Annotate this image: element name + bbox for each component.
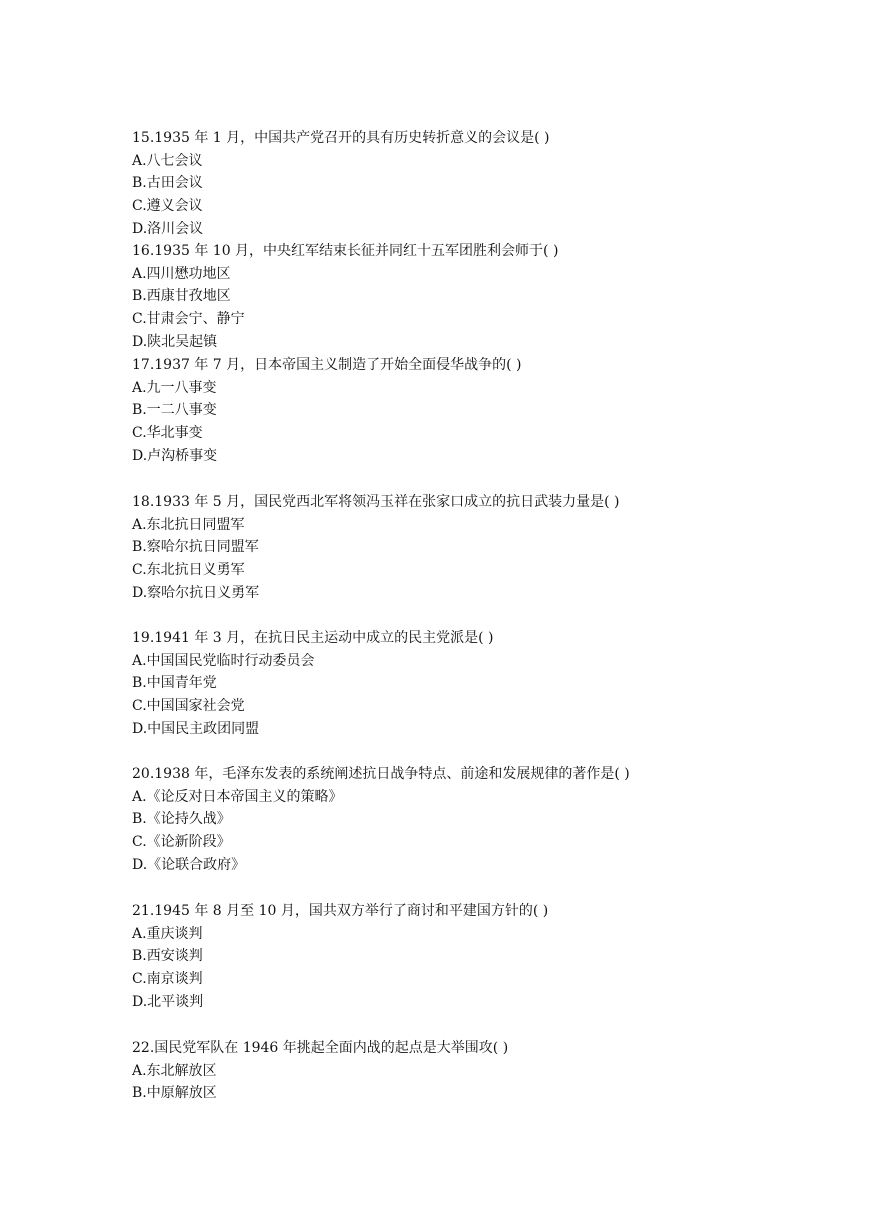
option-d: D.洛川会议: [132, 220, 204, 237]
question-18: [132, 491, 832, 604]
question-stem: 18.1933 年 5 月，国民党西北军将领冯玉祥在张家口成立的抗日武装力量是( ): [132, 494, 620, 510]
option-b: B.察哈尔抗日同盟军: [132, 539, 259, 556]
option-a: A.东北抗日同盟军: [132, 516, 245, 533]
option-d: D.北平谈判: [132, 993, 204, 1010]
question-stem: 20.1938 年，毛泽东发表的系统阐述抗日战争特点、前途和发展规律的著作是( ): [132, 766, 630, 782]
option-d: D.《论联合政府》: [132, 856, 246, 873]
option-a: A.中国国民党临时行动委员会: [132, 652, 315, 669]
option-a: A.《论反对日本帝国主义的策略》: [132, 788, 343, 805]
option-a: A.九一八事变: [132, 379, 217, 396]
option-c: C.南京谈判: [132, 971, 203, 988]
option-b: B.一二八事变: [132, 402, 217, 419]
question-stem: 15.1935 年 1 月，中国共产党召开的具有历史转折意义的会议是( ): [132, 130, 550, 146]
option-b: B.古田会议: [132, 175, 203, 192]
option-b: B.中国青年党: [132, 675, 217, 692]
question-22: [132, 1037, 832, 1105]
option-d: D.中国民主政团同盟: [132, 720, 260, 737]
question-20: [132, 763, 832, 876]
question-21: [132, 900, 832, 1013]
option-c: C.东北抗日义勇军: [132, 562, 245, 579]
option-d: D.察哈尔抗日义勇军: [132, 584, 260, 601]
option-a: A.重庆谈判: [132, 925, 203, 942]
option-b: B.《论持久战》: [132, 811, 231, 828]
option-c: C.《论新阶段》: [132, 834, 231, 851]
option-d: D.陕北吴起镇: [132, 333, 218, 350]
question-stem: 21.1945 年 8 月至 10 月，国共双方举行了商讨和平建国方针的( ): [132, 903, 549, 919]
question-17: [132, 354, 832, 467]
option-a: A.八七会议: [132, 152, 203, 169]
option-b: B.中原解放区: [132, 1085, 217, 1102]
question-stem: 22.国民党军队在 1946 年挑起全面内战的起点是大举围攻( ): [132, 1040, 509, 1056]
question-15: [132, 127, 832, 240]
option-c: C.中国国家社会党: [132, 698, 245, 715]
question-stem: 16.1935 年 10 月，中央红军结束长征并同红十五军团胜利会师于( ): [132, 243, 559, 259]
question-16: [132, 240, 832, 353]
question-stem: 19.1941 年 3 月，在抗日民主运动中成立的民主党派是( ): [132, 630, 494, 646]
option-c: C.甘肃会宁、静宁: [132, 311, 245, 328]
question-stem: 17.1937 年 7 月，日本帝国主义制造了开始全面侵华战争的( ): [132, 357, 522, 373]
question-19: [132, 627, 832, 740]
option-b: B.西安谈判: [132, 948, 203, 965]
option-d: D.卢沟桥事变: [132, 447, 218, 464]
option-b: B.西康甘孜地区: [132, 288, 231, 305]
option-a: A.四川懋功地区: [132, 265, 231, 282]
option-c: C.遵义会议: [132, 198, 203, 215]
option-a: A.东北解放区: [132, 1062, 217, 1079]
option-c: C.华北事变: [132, 425, 203, 442]
